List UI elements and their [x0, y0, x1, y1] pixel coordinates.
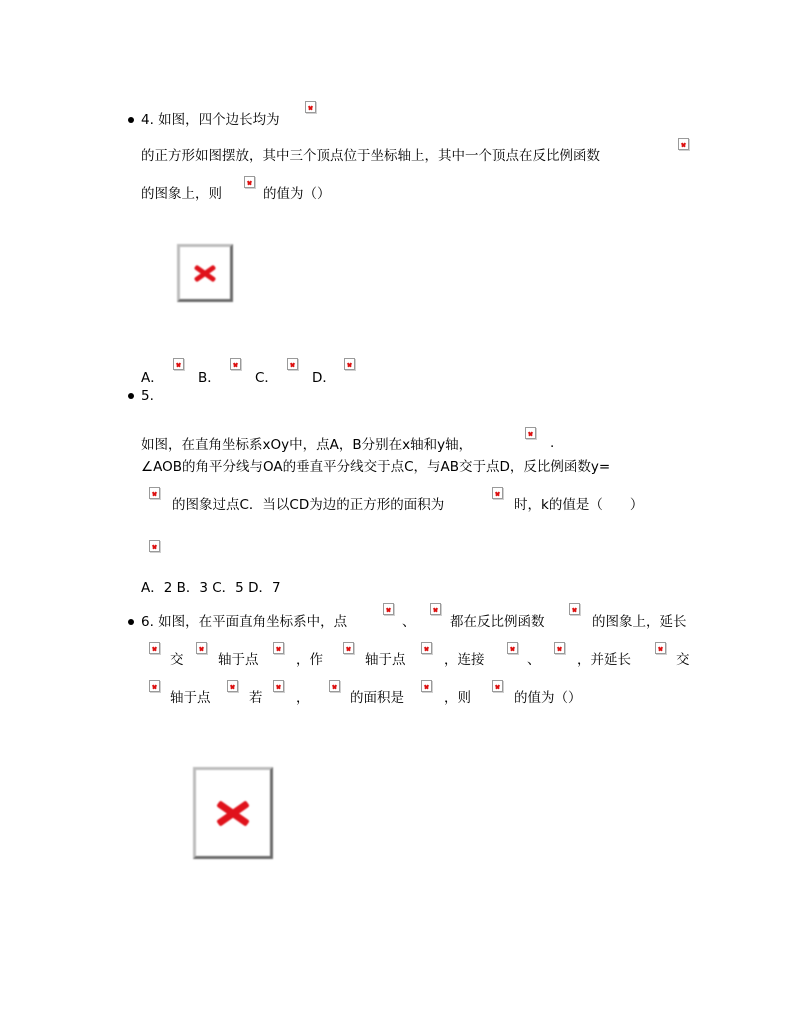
- q5-line1a: 如图，在直角坐标系xOy中，点A，B分别在x轴和y轴，: [141, 437, 473, 453]
- q6-line3c: ，: [296, 690, 310, 706]
- broken-image-icon: [149, 680, 160, 692]
- q5-options: A．2 B．3 C．5 D．7: [141, 580, 281, 596]
- broken-image-icon: [678, 138, 689, 150]
- broken-image-icon: [244, 176, 255, 188]
- q6-line3e: ，则: [444, 690, 471, 706]
- q6-line2e: ，连接: [444, 652, 485, 668]
- broken-image-icon: [525, 427, 536, 439]
- q6-line1c: 都在反比例函数: [450, 614, 545, 630]
- broken-image-icon: [421, 680, 432, 692]
- broken-image-icon: [227, 680, 238, 692]
- bullet-q4: [128, 117, 134, 123]
- q6-line2h: 交: [676, 652, 690, 668]
- broken-image-icon: [344, 358, 355, 370]
- q4-line3b: 的值为（）: [263, 186, 331, 202]
- broken-image-icon: [507, 642, 518, 654]
- q6-line2d: 轴于点: [365, 652, 406, 668]
- q6-line3a: 轴于点: [170, 690, 211, 706]
- broken-image-icon: [383, 603, 394, 615]
- broken-image-icon: [655, 642, 666, 654]
- broken-image-icon: [305, 101, 316, 113]
- broken-image-icon: [287, 358, 298, 370]
- q6-line3f: 的值为（）: [514, 690, 582, 706]
- broken-image-icon: [273, 642, 284, 654]
- broken-image-icon: [343, 642, 354, 654]
- broken-image-icon: [173, 358, 184, 370]
- broken-image-icon: [230, 358, 241, 370]
- q6-line1d: 的图象上，延长: [592, 614, 687, 630]
- q6-line2a: 交: [170, 652, 184, 668]
- q6-line2b: 轴于点: [218, 652, 259, 668]
- q5-line3a: 的图象过点C．当以CD为边的正方形的面积为: [172, 497, 445, 513]
- broken-image-icon: [149, 540, 160, 552]
- q4-option-a: A．: [141, 370, 164, 386]
- q4-line3a: 的图象上，则: [141, 186, 222, 202]
- broken-image-icon: [421, 642, 432, 654]
- q6-line3d: 的面积是: [350, 690, 404, 706]
- broken-image-figure: [177, 244, 233, 302]
- q4-option-c: C．: [255, 370, 278, 386]
- q6-line3b: 若: [249, 690, 263, 706]
- broken-image-icon: [196, 642, 207, 654]
- bullet-q5: [128, 393, 134, 399]
- q6-line1a: 6. 如图，在平面直角坐标系中，点: [141, 614, 348, 630]
- broken-image-icon: [329, 680, 340, 692]
- broken-image-figure: [193, 767, 273, 859]
- q5-line1b: .: [550, 435, 555, 451]
- q5-line3b: 时，k的值是（ ）: [514, 497, 644, 513]
- broken-image-icon: [492, 680, 503, 692]
- q6-line2c: ，作: [296, 652, 323, 668]
- q5-number: 5.: [141, 388, 154, 404]
- q4-option-d: D．: [312, 370, 336, 386]
- broken-image-icon: [569, 603, 580, 615]
- broken-image-icon: [554, 642, 565, 654]
- broken-image-icon: [492, 487, 503, 499]
- bullet-q6: [128, 619, 134, 625]
- q6-line1b: 、: [402, 614, 416, 630]
- q4-option-b: B．: [198, 370, 221, 386]
- broken-image-icon: [273, 680, 284, 692]
- broken-image-icon: [149, 487, 160, 499]
- broken-image-icon: [149, 642, 160, 654]
- q5-line2: ∠AOB的角平分线与OA的垂直平分线交于点C，与AB交于点D，反比例函数y=: [141, 459, 611, 475]
- q6-line2g: ，并延长: [577, 652, 631, 668]
- q4-line2: 的正方形如图摆放，其中三个顶点位于坐标轴上，其中一个顶点在反比例函数: [141, 148, 600, 164]
- q4-line1: 4. 如图，四个边长均为: [141, 112, 280, 128]
- broken-image-icon: [430, 603, 441, 615]
- q6-line2f: 、: [527, 652, 541, 668]
